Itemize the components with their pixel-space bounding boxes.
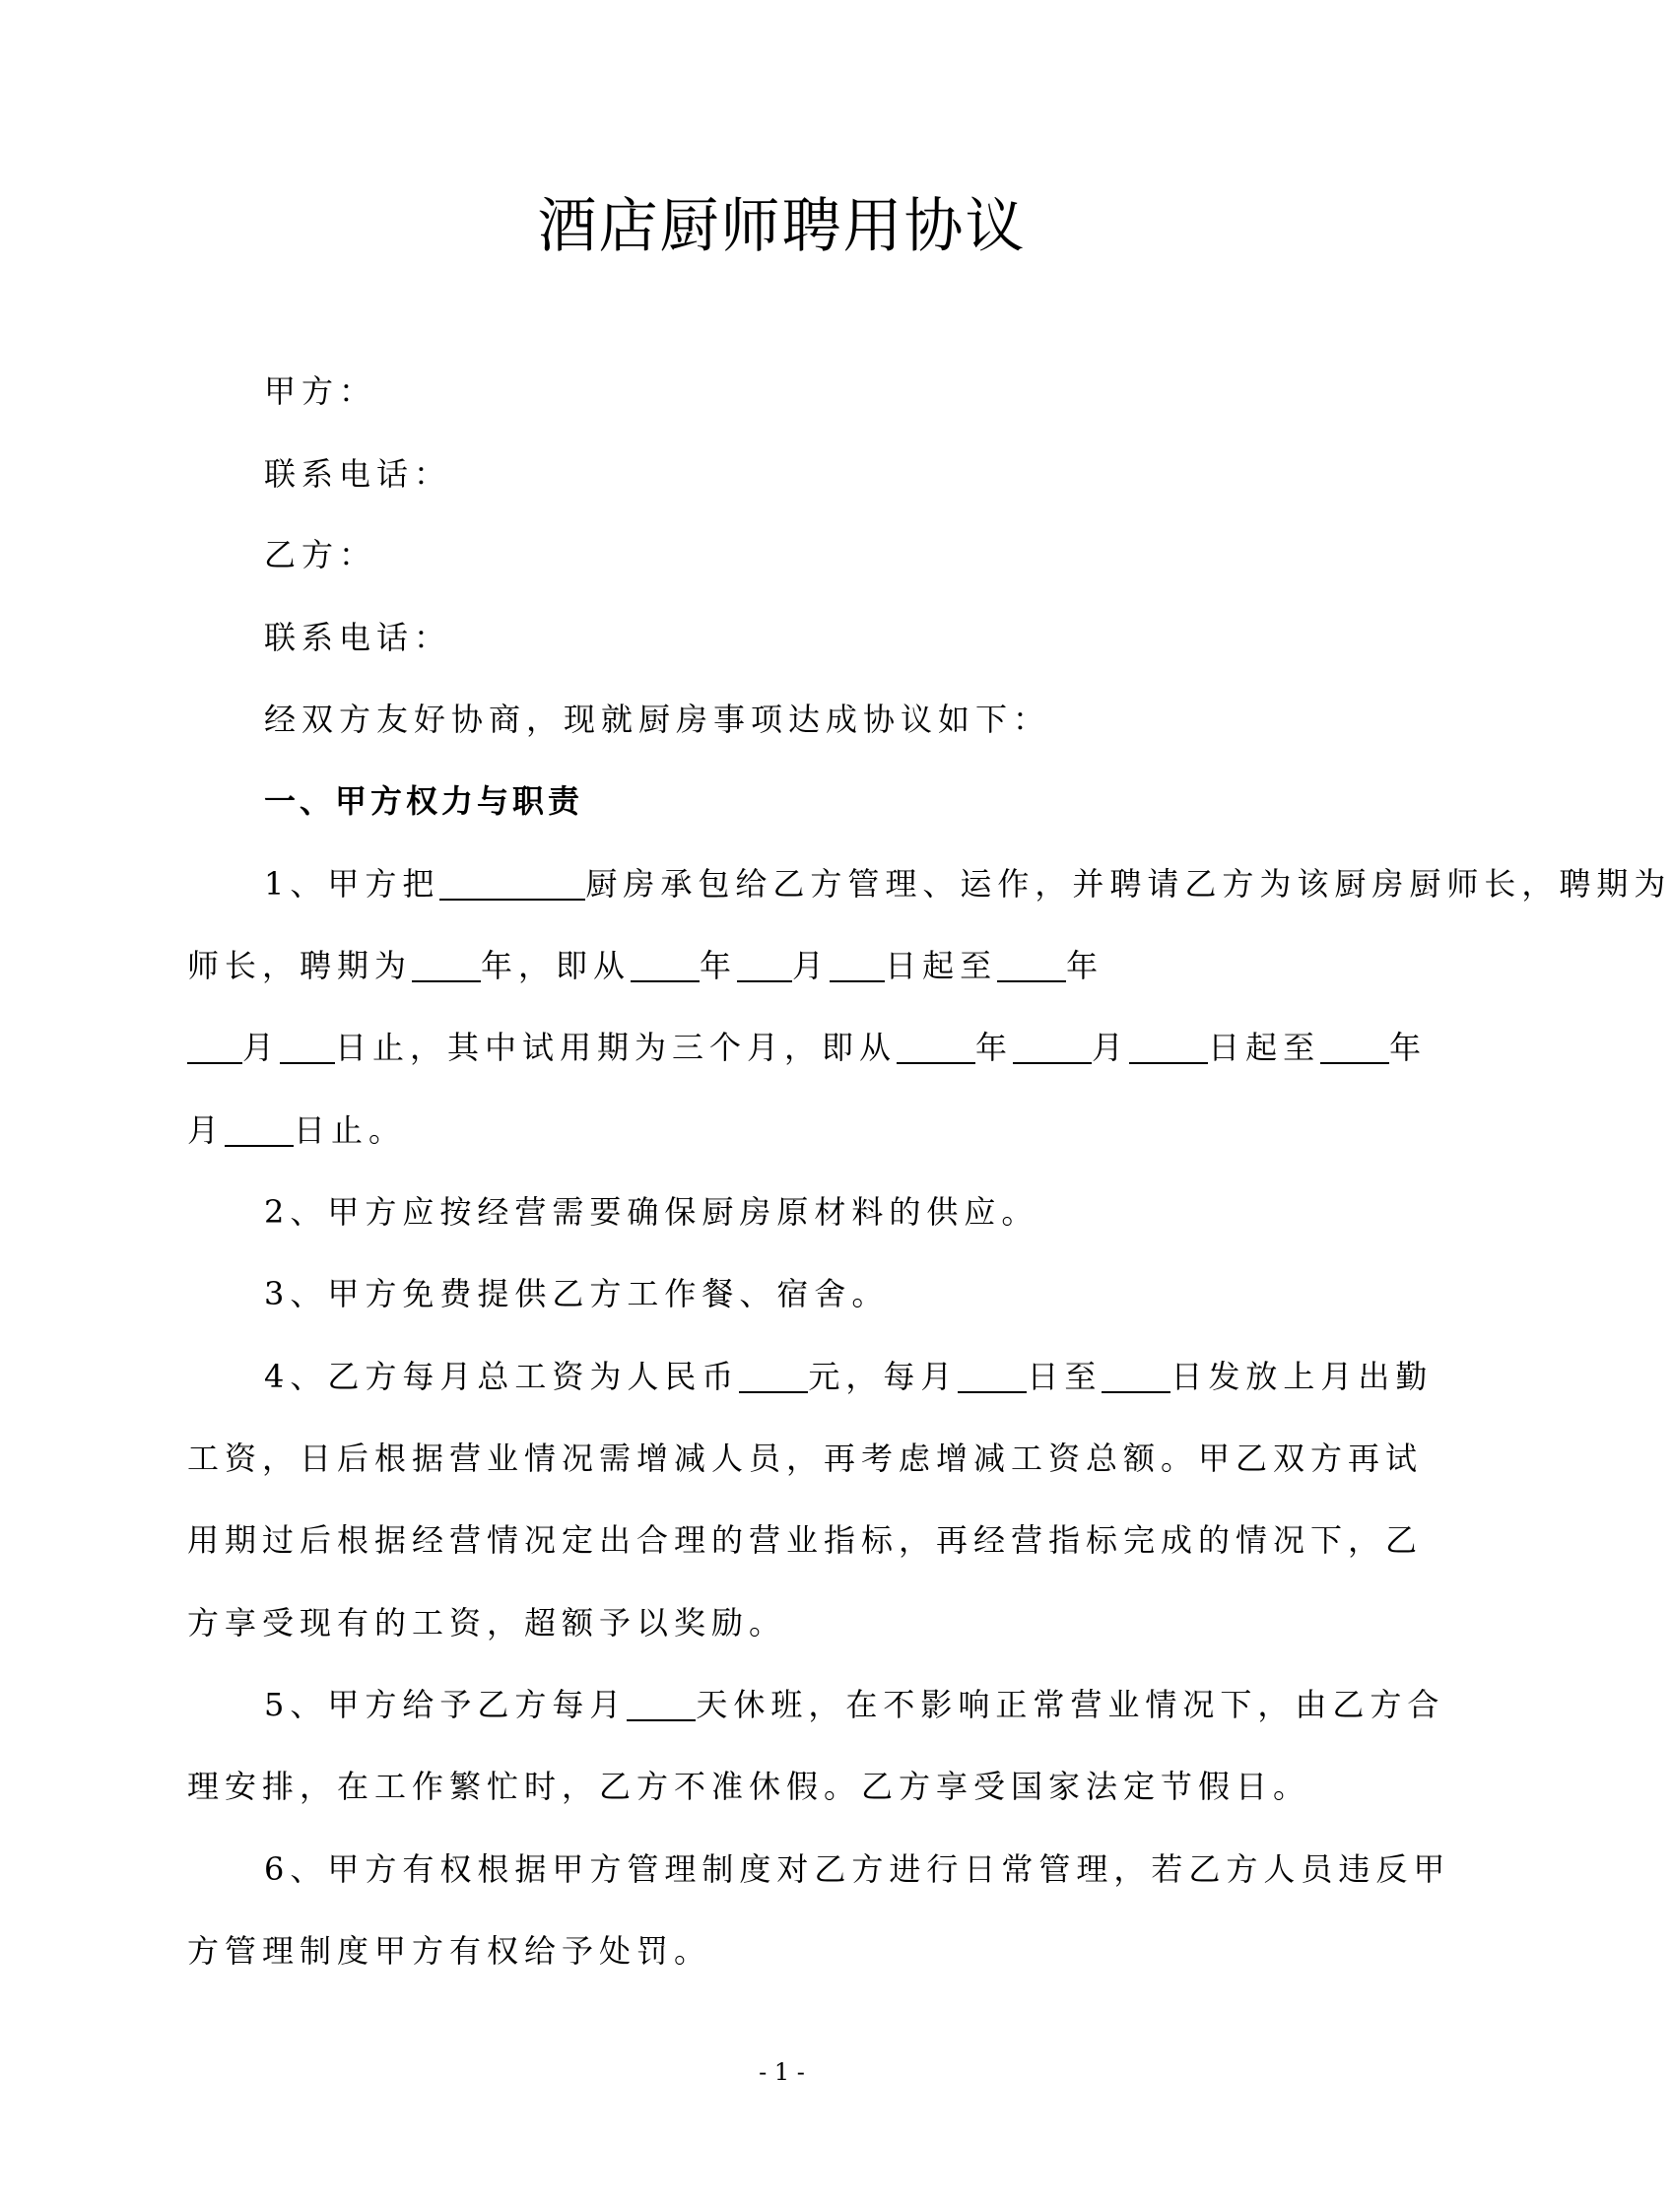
clause-6-line-1: 6、甲方有权根据甲方管理制度对乙方进行日常管理，若乙方人员违反甲 bbox=[264, 1850, 1451, 1888]
clause-5-text: 5、甲方给予乙方每月 bbox=[264, 1686, 628, 1723]
clause-1-text: 月 bbox=[792, 947, 831, 984]
blank-field bbox=[997, 945, 1066, 982]
party-b-phone-label: 联系电话： bbox=[264, 619, 452, 656]
blank-field bbox=[739, 1356, 808, 1393]
blank-field bbox=[958, 1356, 1027, 1393]
clause-4-line-4: 方享受现有的工资，超额予以奖励。 bbox=[187, 1604, 787, 1642]
blank-field bbox=[1102, 1356, 1170, 1393]
clause-1-text: 月 bbox=[242, 1029, 281, 1066]
clause-4-line-3: 用期过后根据经营情况定出合理的营业指标，再经营指标完成的情况下，乙 bbox=[187, 1521, 1424, 1559]
clause-1-line-2 bbox=[187, 941, 1419, 990]
document-title: 酒店厨师聘用协议 bbox=[537, 192, 1027, 261]
blank-field bbox=[830, 945, 885, 982]
blank-field bbox=[631, 945, 700, 982]
blank-field bbox=[897, 1027, 975, 1064]
party-b-label: 乙方： bbox=[264, 536, 377, 573]
page-number: - 1 - bbox=[759, 2058, 805, 2086]
blank-field bbox=[439, 863, 585, 901]
clause-2: 2、甲方应按经营需要确保厨房原材料的供应。 bbox=[264, 1193, 1039, 1231]
clause-1-line-3 bbox=[187, 1023, 1428, 1072]
clause-4-text: 日发放上月出勤 bbox=[1170, 1358, 1434, 1395]
clause-3: 3、甲方免费提供乙方工作餐、宿舍。 bbox=[264, 1275, 890, 1312]
party-a-label: 甲方： bbox=[264, 372, 377, 410]
clause-5-text: 天休班，在不影响正常营业情况下，由乙方合 bbox=[696, 1686, 1445, 1723]
clause-1-text: 月 bbox=[1092, 1029, 1130, 1066]
clause-1-text: 日起至 bbox=[1208, 1029, 1321, 1066]
intro-text: 经双方友好协商，现就厨房事项达成协议如下： bbox=[264, 701, 1051, 738]
clause-1-text: 日止，其中试用期为三个月，即从 bbox=[335, 1029, 898, 1066]
clause-1-text: 年 bbox=[975, 1029, 1014, 1066]
clause-1-text: 月 bbox=[187, 1111, 226, 1149]
clause-4-text: 日至 bbox=[1027, 1358, 1103, 1395]
clause-1-text: 年，即从 bbox=[481, 947, 632, 984]
clause-4-line-1 bbox=[264, 1352, 1434, 1401]
section-1-heading: 一、甲方权力与职责 bbox=[264, 782, 584, 820]
clause-1-text: 年 bbox=[1066, 947, 1104, 984]
blank-field bbox=[412, 945, 481, 982]
clause-1-text: 师长，聘期为 bbox=[187, 947, 413, 984]
clause-1-text: 日起至 bbox=[885, 947, 998, 984]
clause-5-line-2: 理安排，在工作繁忙时，乙方不准休假。乙方享受国家法定节假日。 bbox=[187, 1768, 1311, 1805]
clause-1-text: 厨房承包给乙方管理、运作，并聘请乙方为该厨房厨师长，聘期为 bbox=[585, 865, 1671, 903]
clause-1-line-4 bbox=[187, 1106, 1409, 1155]
clause-4-line-2: 工资，日后根据营业情况需增减人员，再考虑增减工资总额。甲乙双方再试 bbox=[187, 1440, 1424, 1477]
blank-field bbox=[737, 945, 792, 982]
clause-6-line-2: 方管理制度甲方有权给予处罚。 bbox=[187, 1932, 712, 1970]
clause-1-text: 日止。 bbox=[294, 1111, 407, 1149]
clause-1-text: 年 bbox=[700, 947, 738, 984]
clause-1-text: 年 bbox=[1389, 1029, 1428, 1066]
clause-4-text: 4、乙方每月总工资为人民币 bbox=[264, 1358, 740, 1395]
party-a-phone-label: 联系电话： bbox=[264, 455, 452, 493]
blank-field bbox=[187, 1027, 242, 1064]
blank-field bbox=[1320, 1027, 1389, 1064]
clause-1-text: 1、甲方把 bbox=[264, 865, 440, 903]
clause-1-line-1 bbox=[264, 859, 1671, 908]
blank-field bbox=[280, 1027, 335, 1064]
blank-field bbox=[225, 1109, 294, 1147]
blank-field bbox=[1013, 1027, 1092, 1064]
blank-field bbox=[1129, 1027, 1208, 1064]
clause-4-text: 元，每月 bbox=[808, 1358, 959, 1395]
clause-5-line-1 bbox=[264, 1680, 1445, 1729]
blank-field bbox=[627, 1684, 696, 1721]
